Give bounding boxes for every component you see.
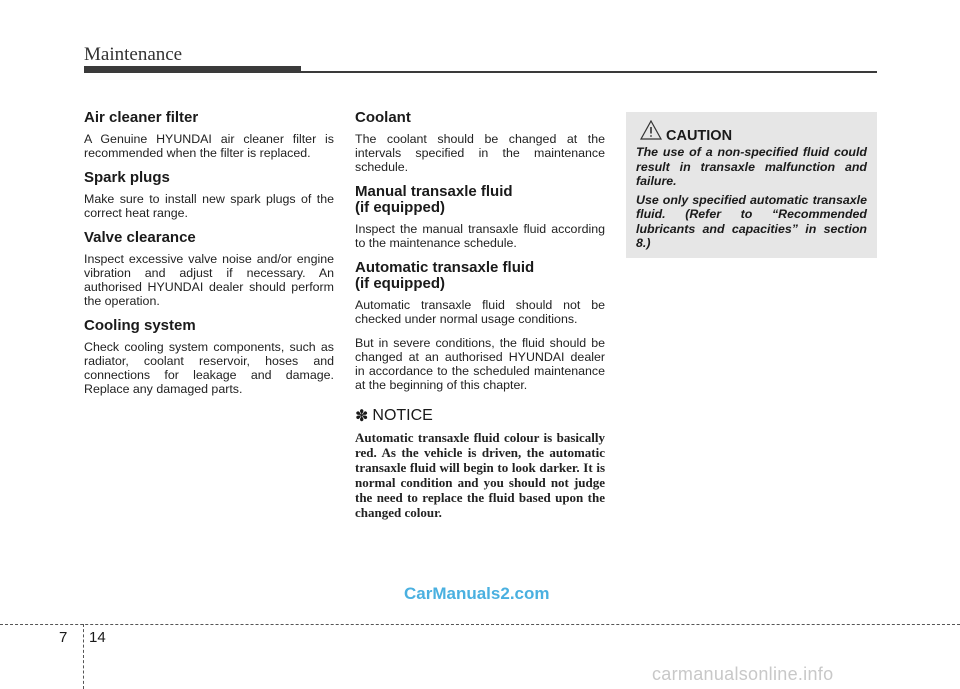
section-text: Make sure to install new spark plugs of the correct heat range.	[84, 192, 334, 220]
warning-triangle-icon	[640, 120, 662, 145]
section-text: The coolant should be changed at the intervals specified in the maintenance schedule.	[355, 132, 605, 174]
section-text: Inspect excessive valve noise and/or engine vibration and adjust if necessary. An authorised HYUNDAI dealer should perform the operation.	[84, 252, 334, 308]
section-text: Inspect the manual transaxle fluid according to the maintenance schedule.	[355, 222, 605, 250]
section-text: But in severe conditions, the fluid should be changed at an authorised HYUNDAI dealer in accordance to the scheduled maintenance at the beginning of this chapter.	[355, 336, 605, 392]
page-number: 14	[89, 629, 106, 646]
section-text: Check cooling system components, such as radiator, coolant reservoir, hoses and connections for leakage and damage. Replace any damaged parts.	[84, 340, 334, 396]
section-cooling-system	[84, 318, 334, 396]
section-spark-plugs	[84, 170, 334, 220]
caution-text: The use of a non-specified fluid could result in transaxle malfunction and failure.	[636, 145, 867, 188]
caution-title: CAUTION	[666, 128, 733, 144]
section-heading	[355, 184, 605, 216]
notice-title: NOTICE	[372, 407, 433, 424]
heading-line-2: (if equipped)	[355, 199, 445, 216]
section-heading: Cooling system	[84, 317, 196, 334]
section-text: A Genuine HYUNDAI air cleaner filter is recommended when the filter is replaced.	[84, 132, 334, 160]
section-manual-transaxle	[355, 184, 605, 250]
section-heading: Spark plugs	[84, 169, 170, 186]
header-rule-thin	[301, 71, 877, 73]
caution-box	[626, 112, 877, 258]
notice-heading	[355, 406, 605, 426]
caution-text: Use only specified automatic transaxle fluid. (Refer to “Recommended lubricants and capacities” in section 8.)	[636, 192, 867, 250]
section-heading	[355, 260, 605, 292]
caution-header	[640, 120, 867, 145]
section-valve-clearance	[84, 230, 334, 308]
header-rule-thick	[84, 66, 301, 73]
footer-divider	[83, 624, 84, 689]
section-air-cleaner	[84, 110, 334, 160]
section-heading: Valve clearance	[84, 229, 196, 246]
heading-line-2: (if equipped)	[355, 275, 445, 292]
section-heading: Coolant	[355, 109, 411, 126]
notice-star-icon: ✽	[355, 408, 369, 425]
notice-text: Automatic transaxle fluid colour is basically red. As the vehicle is driven, the automatic transaxle fluid will begin to look darker. It is normal condition and you should not judge the need to replace the fluid based upon the changed colour.	[355, 430, 605, 520]
section-coolant	[355, 110, 605, 174]
section-heading: Air cleaner filter	[84, 109, 199, 126]
heading-line-1: Automatic transaxle fluid	[355, 259, 535, 276]
section-automatic-transaxle	[355, 260, 605, 392]
footer-rule	[0, 624, 960, 625]
chapter-number: 7	[59, 629, 68, 646]
watermark: CarManuals2.com	[404, 584, 550, 603]
middle-column	[355, 110, 605, 520]
heading-line-1: Manual transaxle fluid	[355, 183, 513, 200]
site-watermark: carmanualsonline.info	[652, 664, 834, 684]
left-column	[84, 110, 334, 406]
header-title: Maintenance	[84, 44, 183, 65]
section-text: Automatic transaxle fluid should not be checked under normal usage conditions.	[355, 298, 605, 326]
